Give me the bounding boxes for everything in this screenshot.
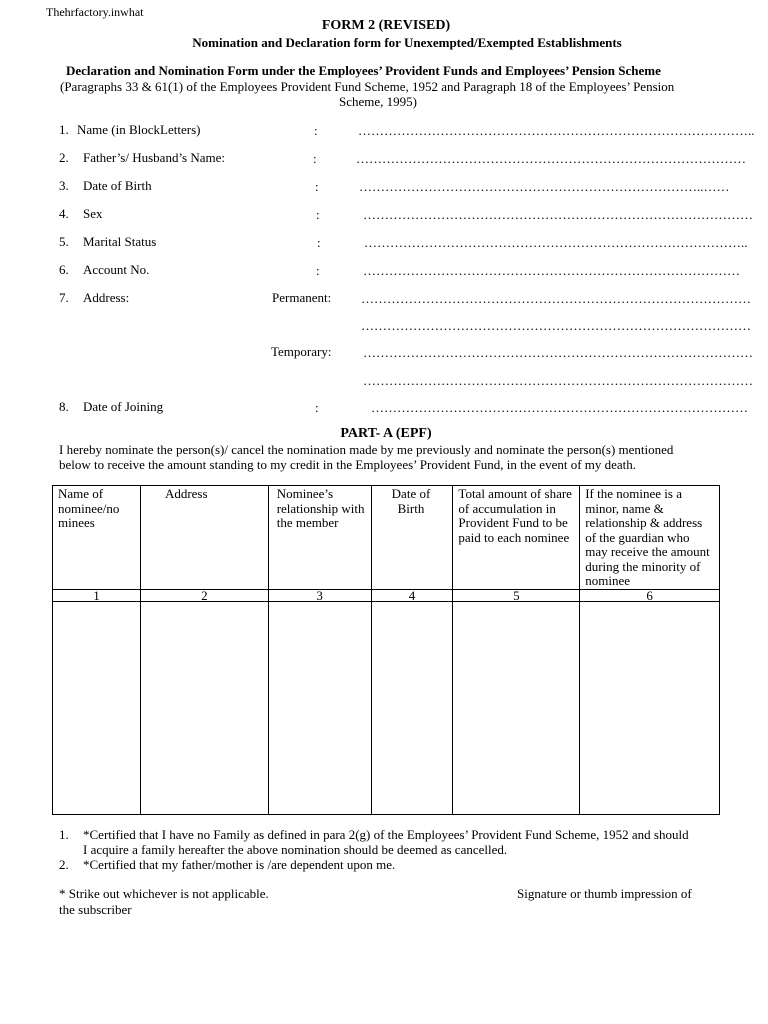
table-number-row xyxy=(53,589,720,601)
column-number-4: 4 xyxy=(371,589,453,601)
address-permanent-label: Permanent: xyxy=(272,290,332,305)
cell-relationship[interactable] xyxy=(268,601,371,814)
marital-status-input-line[interactable]: …………………………………………………………………………….. xyxy=(364,235,748,250)
table-header-row xyxy=(53,486,720,590)
field-3-colon: : xyxy=(315,179,319,194)
sex-input-line[interactable]: ……………………………………………………………………………… xyxy=(363,207,753,222)
nominee-table xyxy=(52,485,720,815)
part-a-title: PART- A (EPF) xyxy=(340,426,432,441)
temporary-address-input-line-2[interactable]: ……………………………………………………………………………… xyxy=(363,373,753,388)
field-4-number: 4. xyxy=(59,206,69,221)
header-guardian: If the nominee is a minor, name & relationship & address of the guardian who may receive the amount during the minority of nominee xyxy=(580,486,720,590)
column-number-6: 6 xyxy=(580,589,720,601)
field-1-colon: : xyxy=(314,123,318,138)
field-2-number: 2. xyxy=(59,150,69,165)
field-dob-label: Date of Birth xyxy=(83,178,152,193)
field-name-label: Name (in BlockLetters) xyxy=(77,122,201,137)
field-8-colon: : xyxy=(315,400,319,415)
signature-label: Signature or thumb impression of xyxy=(517,886,692,901)
form-subtitle: Nomination and Declaration form for Unexempted/Exempted Establishments xyxy=(192,35,622,50)
watermark-text: Thehrfactory.inwhat xyxy=(46,5,144,19)
field-1-number: 1. xyxy=(59,122,69,137)
field-5-colon: : xyxy=(317,235,321,250)
cell-guardian[interactable] xyxy=(580,601,720,814)
certification-1-line2: I acquire a family hereafter the above nomination should be deemed as cancelled. xyxy=(83,842,508,857)
account-no-input-line[interactable]: …………………………………………………………………………… xyxy=(363,263,740,278)
permanent-address-input-line-2[interactable]: ……………………………………………………………………………… xyxy=(361,318,751,333)
subscriber-label: the subscriber xyxy=(59,902,132,917)
field-2-colon: : xyxy=(313,151,317,166)
table-row xyxy=(53,601,720,814)
header-nominee-name: Name of nominee/no minees xyxy=(53,486,141,590)
field-6-colon: : xyxy=(316,263,320,278)
field-6-number: 6. xyxy=(59,262,69,277)
paragraph-reference-line1: (Paragraphs 33 & 61(1) of the Employees Provident Fund Scheme, 1952 and Paragraph 18 of the Employees’ Pension xyxy=(60,79,675,94)
field-address-label: Address: xyxy=(83,290,130,305)
field-sex-label: Sex xyxy=(83,206,103,221)
field-father-husband-label: Father’s/ Husband’s Name: xyxy=(83,150,226,165)
column-number-2: 2 xyxy=(140,589,268,601)
part-a-text-line2: below to receive the amount standing to my credit in the Employees’ Provident Fund, in the event of my death. xyxy=(59,457,637,472)
field-account-no-label: Account No. xyxy=(83,262,150,277)
father-husband-input-line[interactable]: ……………………………………………………………………………… xyxy=(356,151,746,166)
certification-2-line1: *Certified that my father/mother is /are dependent upon me. xyxy=(83,857,396,872)
certification-1-line1: *Certified that I have no Family as defined in para 2(g) of the Employees’ Provident Fund Scheme, 1952 and should xyxy=(83,827,689,842)
field-marital-status-label: Marital Status xyxy=(83,234,157,249)
field-3-number: 3. xyxy=(59,178,69,193)
field-8-number: 8. xyxy=(59,399,69,414)
strike-out-note: * Strike out whichever is not applicable. xyxy=(59,886,269,901)
field-date-of-joining-label: Date of Joining xyxy=(83,399,164,414)
column-number-5: 5 xyxy=(453,589,580,601)
column-number-1: 1 xyxy=(53,589,141,601)
header-relationship: Nominee’s relationship with the member xyxy=(268,486,371,590)
header-address: Address xyxy=(140,486,268,590)
name-input-line[interactable]: ……………………………………………………………………………….. xyxy=(358,123,755,138)
part-a-text-line1: I hereby nominate the person(s)/ cancel the nomination made by me previously and nominate the person(s) mentioned xyxy=(59,442,674,457)
cell-total-amount[interactable] xyxy=(453,601,580,814)
field-7-number: 7. xyxy=(59,290,69,305)
form-title: FORM 2 (REVISED) xyxy=(321,18,451,33)
cell-address[interactable] xyxy=(140,601,268,814)
date-of-joining-input-line[interactable]: …………………………………………………………………………… xyxy=(371,400,748,415)
field-4-colon: : xyxy=(316,207,320,222)
header-total-amount: Total amount of share of accumulation in Provident Fund to be paid to each nominee xyxy=(453,486,580,590)
paragraph-reference-line2: Scheme, 1995) xyxy=(339,94,417,109)
column-number-3: 3 xyxy=(268,589,371,601)
cell-date-of-birth[interactable] xyxy=(371,601,453,814)
field-5-number: 5. xyxy=(59,234,69,249)
permanent-address-input-line-1[interactable]: ……………………………………………………………………………… xyxy=(361,291,751,306)
certification-1-number: 1. xyxy=(59,827,69,842)
dob-input-line[interactable]: ……………………………………………………………………..…… xyxy=(359,179,730,194)
declaration-heading: Declaration and Nomination Form under the Employees’ Provident Funds and Employees’ Pension Scheme xyxy=(66,63,661,78)
cell-nominee-name[interactable] xyxy=(53,601,141,814)
certification-2-number: 2. xyxy=(59,857,69,872)
header-date-of-birth: Date of Birth xyxy=(371,486,453,590)
address-temporary-label: Temporary: xyxy=(271,344,332,359)
temporary-address-input-line-1[interactable]: ……………………………………………………………………………… xyxy=(363,345,753,360)
